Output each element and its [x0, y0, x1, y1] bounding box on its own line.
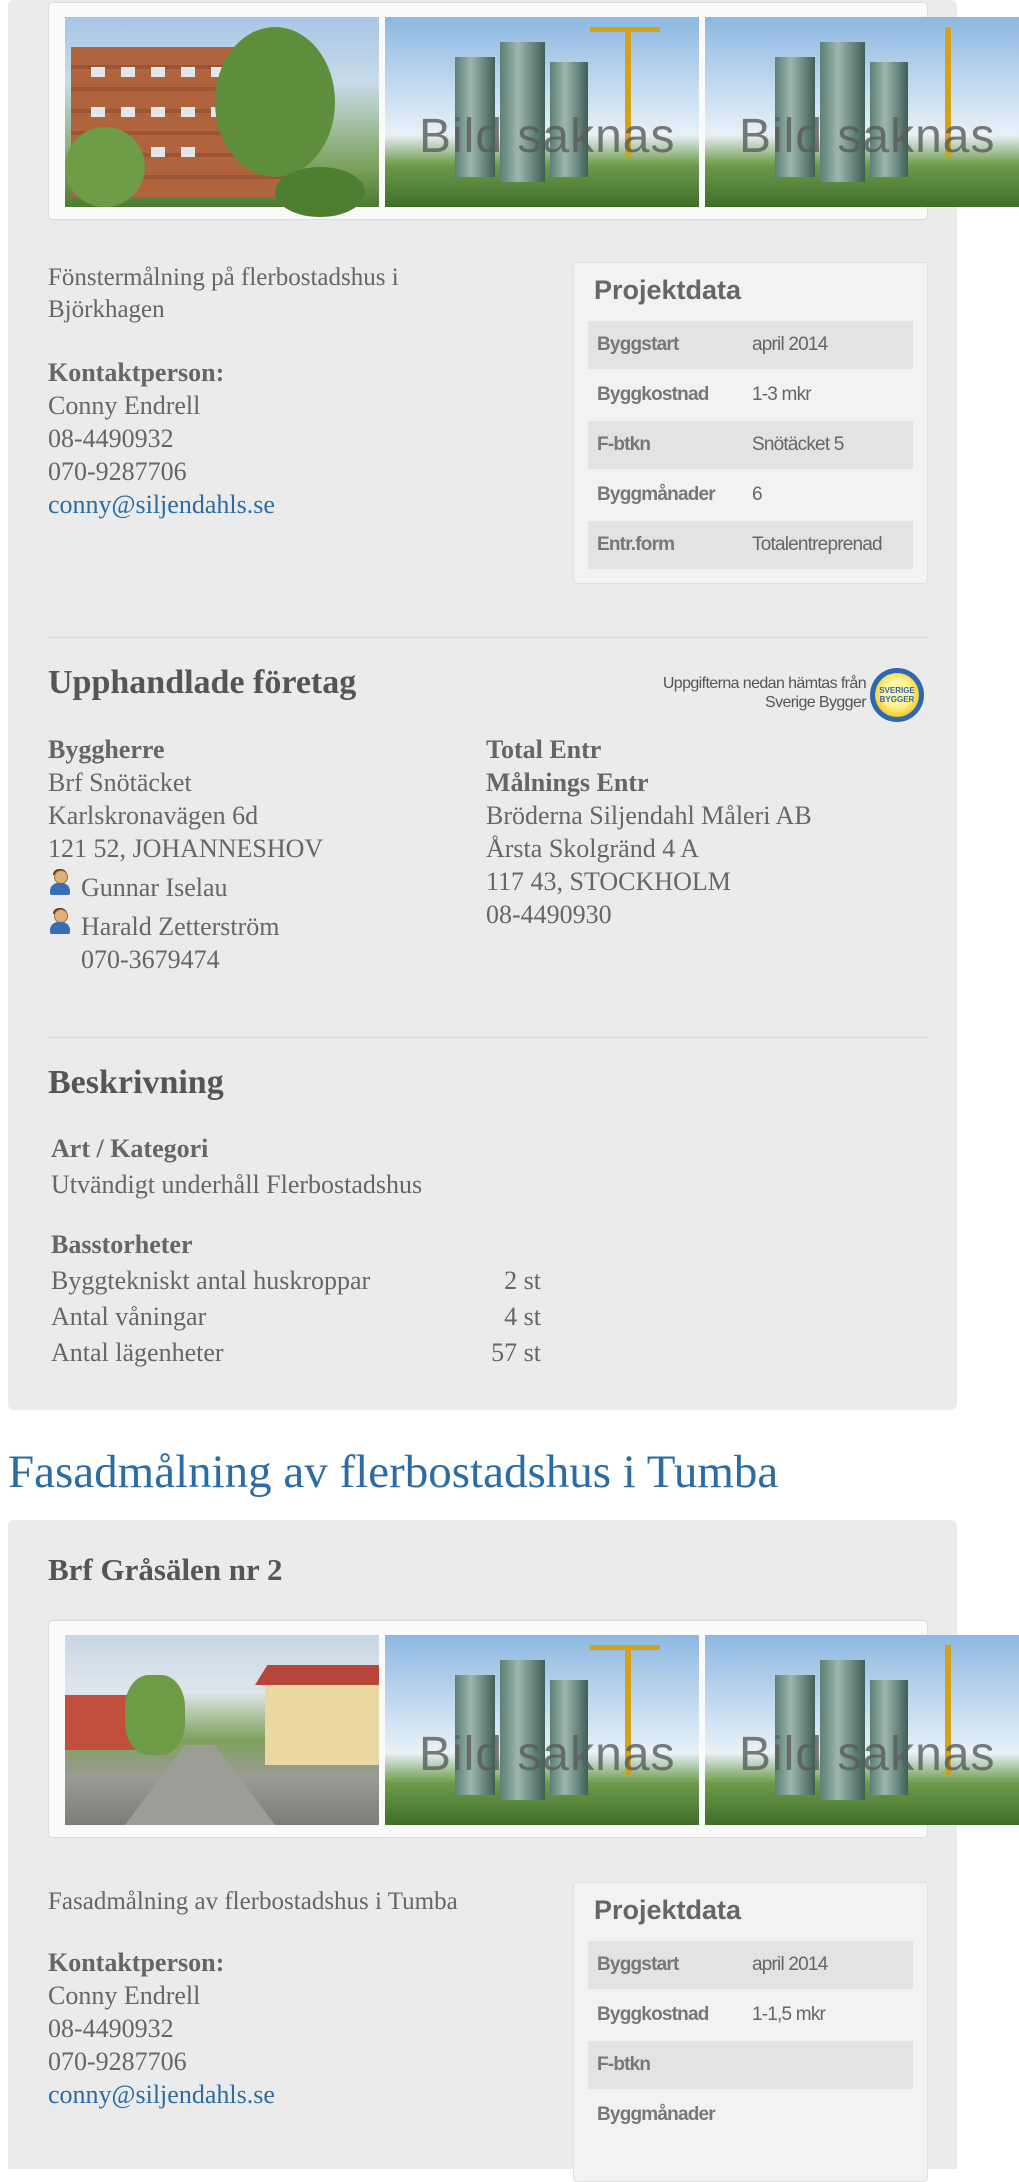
projektdata-title: Projektdata	[594, 1895, 742, 1925]
row-value: 1-1,5 mkr	[752, 2004, 826, 2025]
logo-text: SVERIGE BYGGER	[875, 673, 919, 717]
contact-name: Conny Endrell	[48, 1981, 201, 2010]
image-missing-placeholder[interactable]	[705, 17, 996, 207]
person-icon	[48, 870, 72, 898]
contact-email-link[interactable]: conny@siljendahls.se	[48, 490, 275, 519]
project-title-link[interactable]: Fasadmålning av flerbostadshus i Tumba	[8, 1446, 779, 1498]
project-photo[interactable]	[65, 1635, 379, 1825]
party-street: Karlskronavägen 6d	[48, 801, 259, 830]
row-value: Totalentreprenad	[752, 534, 882, 555]
party-name: Brf Snötäcket	[48, 768, 192, 797]
art-label: Art / Kategori	[51, 1134, 209, 1163]
project-subtitle: Brf Gråsälen nr 2	[48, 1552, 283, 1587]
projektdata-row	[588, 2091, 913, 2139]
projektdata-row	[588, 521, 913, 569]
byggherre-block	[48, 733, 323, 976]
row-key: Byggkostnad	[597, 384, 709, 405]
row-key: Byggstart	[597, 334, 679, 355]
party-city: 121 52, JOHANNESHOV	[48, 834, 324, 863]
row-key: Byggkostnad	[597, 2004, 709, 2025]
row-key: F-btkn	[597, 434, 651, 455]
project-short-title: Fönstermålning på flerbostadshus i Björkhagen	[48, 264, 399, 323]
party-role: Byggherre	[48, 735, 165, 764]
placeholder-text: Bild saknas	[419, 1728, 676, 1781]
row-key: F-btkn	[597, 2054, 651, 2075]
contact-label: Kontaktperson:	[48, 358, 225, 387]
person-name: Harald Zetterström	[81, 912, 280, 941]
person-name: Gunnar Iselau	[81, 873, 228, 902]
row-value: 6	[752, 484, 762, 505]
companies-heading: Upphandlade företag	[48, 664, 357, 701]
contact-block	[48, 1946, 275, 2111]
beskrivning-heading: Beskrivning	[48, 1064, 224, 1101]
contact-block	[48, 356, 275, 521]
projektdata-box	[573, 262, 928, 584]
art-value: Utvändigt underhåll Flerbostadshus	[51, 1170, 423, 1199]
project-card	[8, 0, 996, 1410]
projektdata-box	[573, 1882, 928, 2182]
basstorhet-qty: 2 st	[504, 1266, 541, 1295]
row-value: Snötäcket 5	[752, 434, 844, 455]
row-key: Byggmånader	[597, 484, 715, 505]
contact-name: Conny Endrell	[48, 391, 201, 420]
person-icon	[48, 909, 72, 937]
row-value: 1-3 mkr	[752, 384, 811, 405]
basstorhet-name: Antal våningar	[51, 1302, 207, 1331]
placeholder-text: Bild saknas	[739, 110, 996, 163]
party-city: 117 43, STOCKHOLM	[486, 867, 731, 896]
row-key: Byggmånader	[597, 2104, 715, 2125]
source-note: Uppgifterna nedan hämtas från Sverige Bygger	[662, 675, 866, 711]
row-key: Entr.form	[597, 534, 675, 555]
contact-phone: 08-4490932	[48, 424, 174, 453]
projektdata-row	[588, 2041, 913, 2089]
projektdata-row	[588, 421, 913, 469]
projektdata-title: Projektdata	[594, 275, 742, 305]
contact-mobile: 070-9287706	[48, 457, 187, 486]
project-photo[interactable]	[65, 17, 379, 207]
contact-person[interactable]	[48, 910, 323, 976]
party-name: Bröderna Siljendahl Måleri AB	[486, 801, 812, 830]
row-value: april 2014	[752, 334, 828, 355]
row-key: Byggstart	[597, 1954, 679, 1975]
image-missing-placeholder[interactable]	[385, 1635, 699, 1825]
basstorhet-qty: 4 st	[504, 1302, 541, 1331]
image-gallery	[48, 2, 996, 220]
contact-mobile: 070-9287706	[48, 2047, 187, 2076]
contact-person[interactable]	[48, 871, 323, 904]
projektdata-row	[588, 321, 913, 369]
party-role: Målnings Entr	[486, 768, 649, 797]
image-missing-placeholder[interactable]	[705, 1635, 996, 1825]
project-card	[8, 1520, 996, 2169]
divider	[48, 1037, 928, 1038]
sverige-bygger-logo	[870, 668, 924, 722]
divider	[48, 637, 928, 638]
projektdata-row	[588, 1991, 913, 2039]
contact-phone: 08-4490932	[48, 2014, 174, 2043]
projektdata-row	[588, 371, 913, 419]
image-missing-placeholder[interactable]	[385, 17, 699, 207]
projektdata-row	[588, 1941, 913, 1989]
party-phone: 08-4490930	[486, 900, 612, 929]
party-role: Total Entr	[486, 735, 602, 764]
placeholder-text: Bild saknas	[419, 110, 676, 163]
image-gallery	[48, 1620, 996, 1838]
contact-email-link[interactable]: conny@siljendahls.se	[48, 2080, 275, 2109]
projektdata-row	[588, 471, 913, 519]
basstorhet-qty: 57 st	[491, 1338, 541, 1367]
contact-label: Kontaktperson:	[48, 1948, 225, 1977]
party-street: Årsta Skolgränd 4 A	[486, 834, 700, 863]
basstorhet-name: Byggtekniskt antal huskroppar	[51, 1266, 371, 1295]
basstorheter-label: Basstorheter	[51, 1230, 193, 1259]
project-short-title: Fasadmålning av flerbostadshus i Tumba	[48, 1888, 458, 1915]
entreprenor-block	[486, 733, 812, 931]
person-phone: 070-3679474	[81, 945, 220, 974]
row-value: april 2014	[752, 1954, 828, 1975]
placeholder-text: Bild saknas	[739, 1728, 996, 1781]
basstorhet-name: Antal lägenheter	[51, 1338, 224, 1367]
